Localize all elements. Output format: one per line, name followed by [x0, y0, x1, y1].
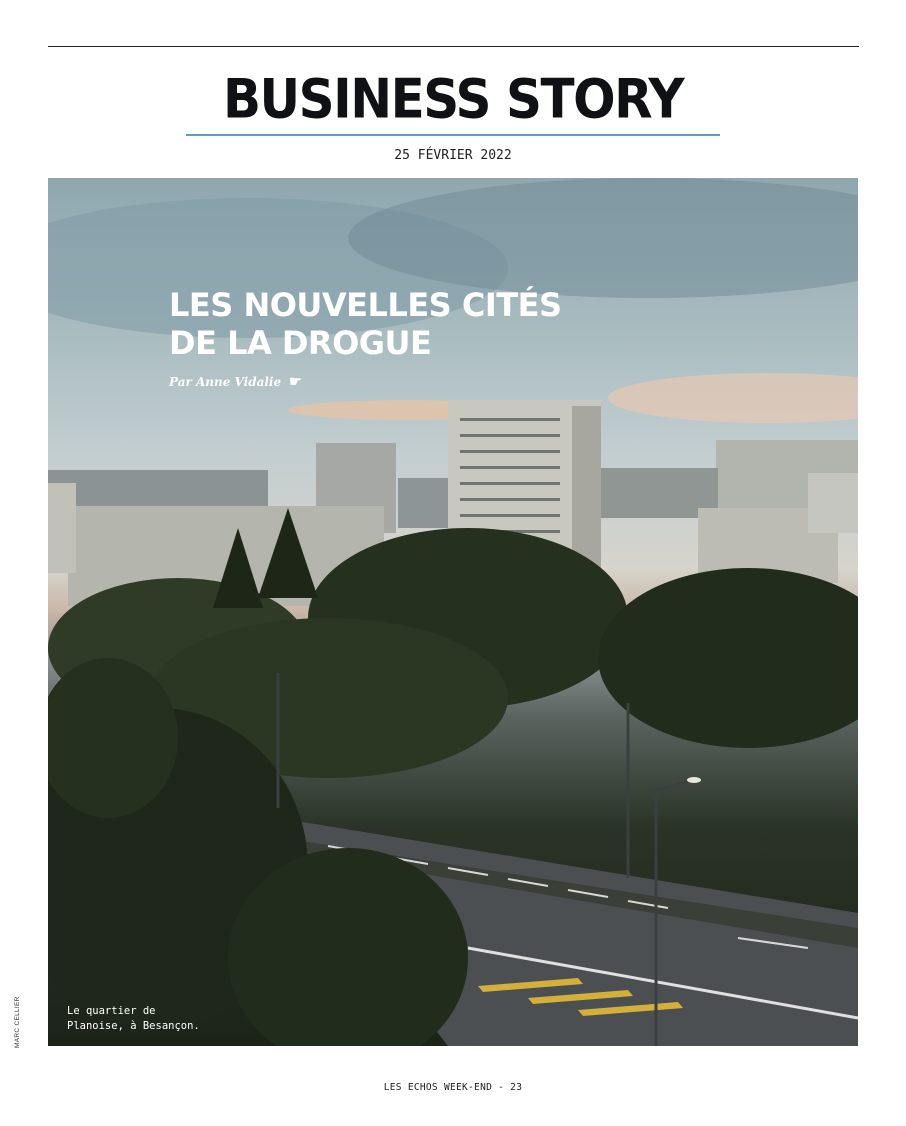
- caption-line-1: Le quartier de: [67, 1005, 156, 1017]
- hero-photo: [48, 178, 858, 1046]
- headline-line-1: LES NOUVELLES CITÉS: [169, 286, 562, 324]
- top-rule: [48, 46, 859, 47]
- article-headline: [169, 286, 589, 362]
- photo-caption: [67, 1004, 227, 1034]
- page-folio: LES ECHOS WEEK-END - 23: [383, 1082, 523, 1093]
- title-underline: [186, 134, 720, 136]
- pointing-hand-icon: ☛: [289, 374, 302, 390]
- byline-text: Par Anne Vidalie: [169, 375, 282, 389]
- headline-line-2: DE LA DROGUE: [169, 324, 432, 362]
- issue-date: 25 FÉVRIER 2022: [394, 148, 512, 163]
- section-title: BUSINESS STORY: [222, 67, 684, 131]
- caption-line-2: Planoise, à Besançon.: [67, 1020, 200, 1032]
- photo-credit: MARC CELLIER: [14, 996, 21, 1048]
- byline: [169, 374, 302, 390]
